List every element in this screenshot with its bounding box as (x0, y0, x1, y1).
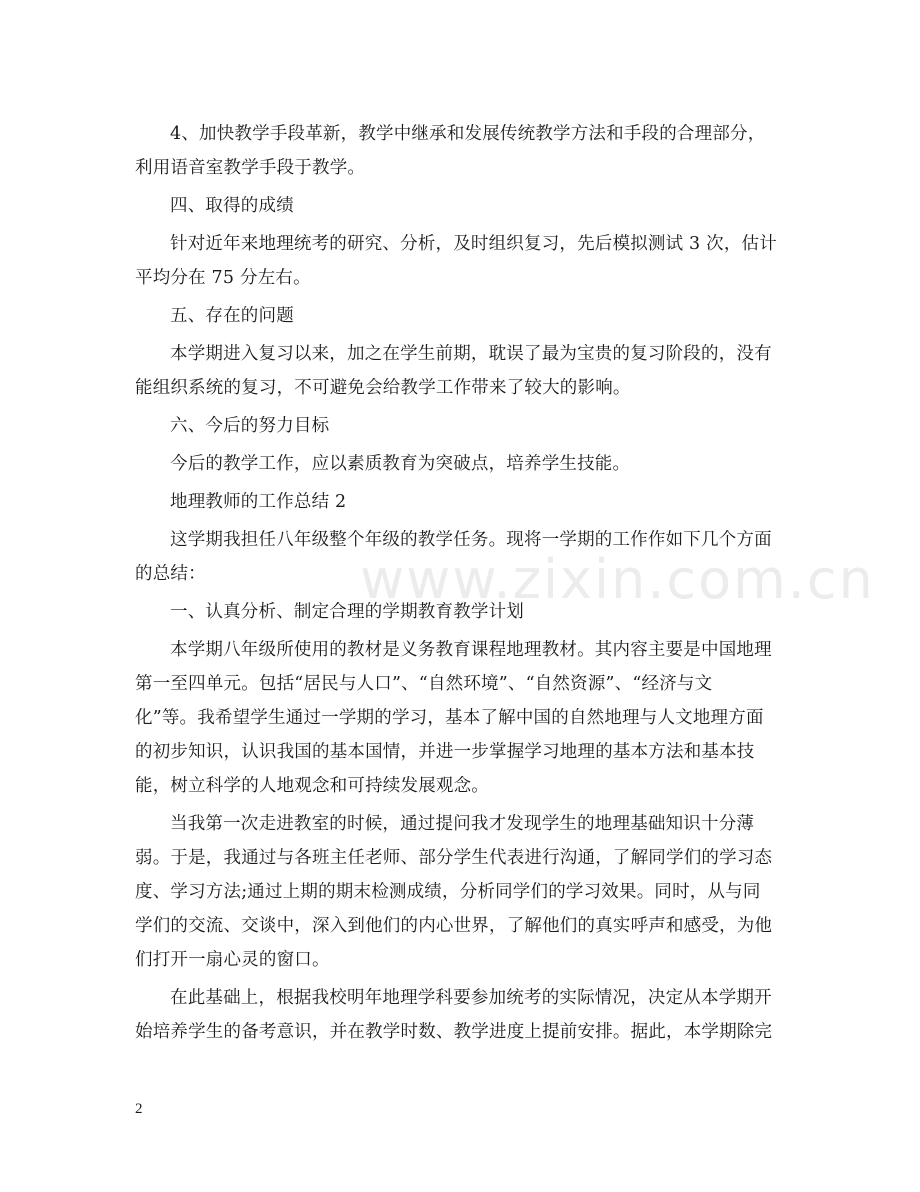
page-number: 2 (135, 1101, 143, 1117)
text-line: 的初步知识，认识我国的基本国情，并进一步掌握学习地理的基本方法和基本技 (135, 742, 755, 762)
text-line: 的总结： (135, 564, 206, 584)
paragraph (135, 981, 785, 1049)
text-line: 第一至四单元。包括“居民与人口”、“自然环境”、“自然资源”、“经济与文 (135, 674, 713, 694)
paragraph (135, 189, 785, 223)
text-line: 学们的交流、交谈中，深入到他们的内心世界，了解他们的真实呼声和感受，为他 (135, 916, 773, 936)
text-line: 五、存在的问题 (170, 306, 294, 326)
paragraph (135, 117, 785, 185)
text-line: 在此基础上，根据我校明年地理学科要参加统考的实际情况，决定从本学期开 (170, 988, 772, 1008)
paragraph (135, 447, 785, 481)
text-line: 能，树立科学的人地观念和可持续发展观念。 (135, 776, 489, 796)
text-line: 当我第一次走进教室的时候，通过提问我才发现学生的地理基础知识十分薄 (170, 814, 755, 834)
text-line: 一、认真分析、制定合理的学期教育教学计划 (170, 602, 524, 622)
document-body (135, 117, 785, 1053)
text-line: 4、加快教学手段革新，教学中继承和发展传统教学方法和手段的合理部分， (170, 124, 766, 144)
text-line: 四、取得的成绩 (170, 196, 294, 216)
paragraph (135, 299, 785, 333)
paragraph (135, 409, 785, 443)
paragraph (135, 227, 785, 295)
text-line: 针对近年来地理统考的研究、分析，及时组织复习，先后模拟测试 3 次，估计 (170, 234, 777, 254)
text-line: 六、今后的努力目标 (170, 416, 330, 436)
text-line: 度、学习方法;通过上期的期末检测成绩，分析同学们的学习效果。同时，从与同 (135, 882, 761, 902)
watermark: www.zixin.com.cn (360, 548, 875, 611)
text-line: 们打开一扇心灵的窗口。 (135, 950, 330, 970)
text-line: 利用语音室教学手段于教学。 (135, 158, 366, 178)
paragraph (135, 523, 785, 591)
text-line: 地理教师的工作总结 2 (170, 492, 347, 512)
paragraph (135, 337, 785, 405)
paragraph (135, 633, 785, 803)
text-line: 这学期我担任八年级整个年级的教学任务。现将一学期的工作作如下几个方面 (170, 530, 772, 550)
paragraph (135, 807, 785, 977)
text-line: 弱。于是，我通过与各班主任老师、部分学生代表进行沟通，了解同学们的学习态 (135, 848, 773, 868)
text-line: 始培养学生的备考意识，并在教学时数、教学进度上提前安排。据此，本学期除完 (135, 1022, 773, 1042)
text-line: 平均分在 75 分左右。 (135, 268, 311, 288)
text-line: 能组织系统的复习，不可避免会给教学工作带来了较大的影响。 (135, 378, 631, 398)
paragraph (135, 485, 785, 519)
text-line: 本学期进入复习以来，加之在学生前期，耽误了最为宝贵的复习阶段的，没有 (170, 344, 772, 364)
paragraph (135, 595, 785, 629)
text-line: 今后的教学工作，应以素质教育为突破点，培养学生技能。 (170, 454, 631, 474)
text-line: 本学期八年级所使用的教材是义务教育课程地理教材。其内容主要是中国地理 (170, 640, 772, 660)
text-line: 化”等。我希望学生通过一学期的学习，基本了解中国的自然地理与人文地理方面 (135, 708, 764, 728)
